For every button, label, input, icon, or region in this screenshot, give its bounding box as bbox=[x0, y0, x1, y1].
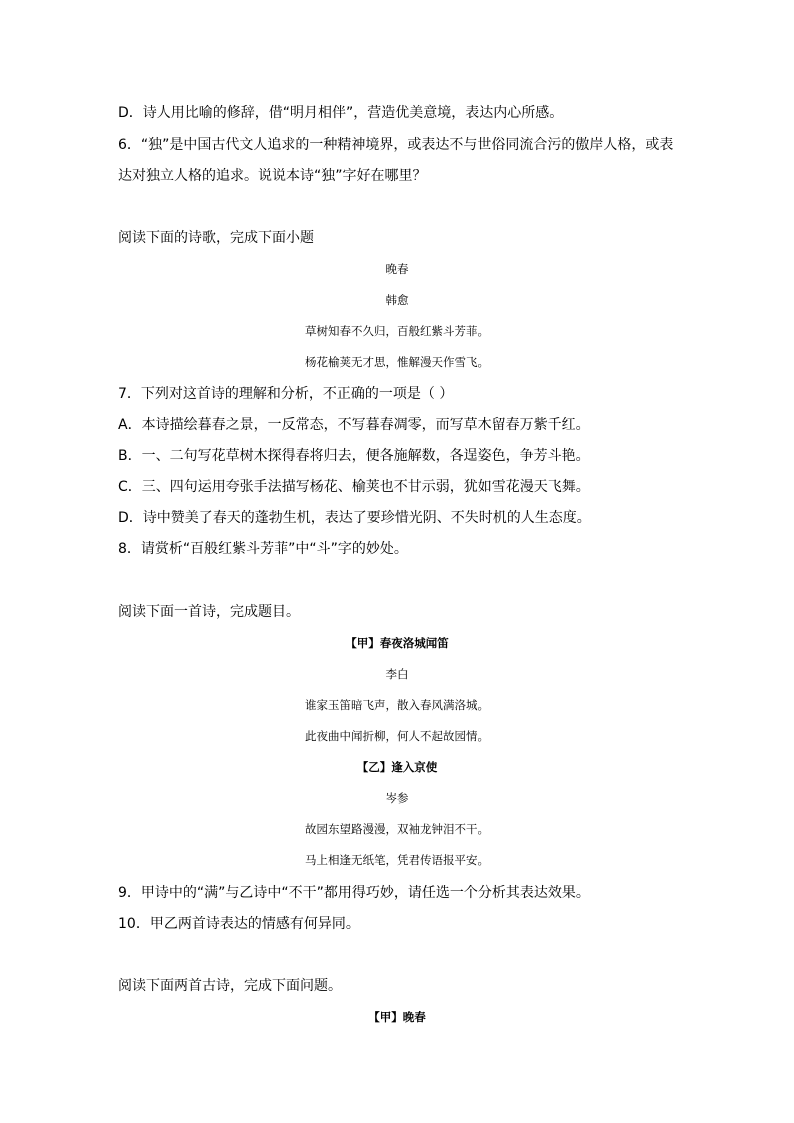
poem-jia-line-1: 谁家玉笛暗飞声，散入春风满洛城。 bbox=[305, 698, 489, 712]
poem-yi-line-1: 故园东望路漫漫，双袖龙钟泪不干。 bbox=[305, 822, 489, 836]
poem-author-libai: 李白 bbox=[385, 667, 409, 681]
poem-yi-line-2: 马上相逢无纸笔，凭君传语报平安。 bbox=[305, 853, 489, 867]
question-7: 7．下列对这首诗的理解和分析，不正确的一项是（ ） bbox=[118, 386, 454, 402]
question-6-line-1: 6．“独”是中国古代文人追求的一种精神境界，或表达不与世俗同流合污的傲岸人格，或表 bbox=[118, 137, 674, 153]
poem-author-cencan: 岑参 bbox=[385, 791, 409, 805]
poem-title-wanchun: 晚春 bbox=[385, 262, 409, 276]
question-8: 8．请赏析“百般红紫斗芳菲”中“斗”字的妙处。 bbox=[118, 541, 408, 557]
option-b-q7: B．一、二句写花草树木探得春将归去，便各施解数，各逞姿色，争芳斗艳。 bbox=[118, 448, 590, 464]
poem-title-jia: 【甲】春夜洛城闻笛 bbox=[345, 636, 449, 650]
poem-title-yi: 【乙】逢入京使 bbox=[356, 760, 438, 774]
option-c-q7: C．三、四句运用夸张手法描写杨花、榆荚也不甘示弱，犹如雪花漫天飞舞。 bbox=[118, 479, 590, 495]
poem-jia-line-2: 此夜曲中闻折柳，何人不起故园情。 bbox=[305, 729, 489, 743]
option-d-q7: D．诗中赞美了春天的蓬勃生机，表达了要珍惜光阴、不失时机的人生态度。 bbox=[118, 510, 591, 526]
question-6-line-2: 达对独立人格的追求。说说本诗“独”字好在哪里？ bbox=[118, 168, 427, 184]
option-d-q5: D．诗人用比喻的修辞，借“明月相伴”，营造优美意境，表达内心所感。 bbox=[118, 105, 564, 121]
poem-line-1: 草树知春不久归，百般红紫斗芳菲。 bbox=[305, 324, 489, 338]
question-9: 9．甲诗中的“满”与乙诗中“不干”都用得巧妙，请任选一个分析其表达效果。 bbox=[118, 885, 590, 901]
option-a-q7: A．本诗描绘暮春之景，一反常态，不写暮春凋零，而写草木留春万紫千红。 bbox=[118, 417, 590, 433]
reading-intro-3: 阅读下面一首诗，完成题目。 bbox=[118, 604, 300, 620]
poem-title-jia-wanchun: 【甲】晚春 bbox=[368, 1010, 426, 1024]
poem-line-2: 杨花榆荚无才思，惟解漫天作雪飞。 bbox=[305, 355, 489, 369]
question-10: 10．甲乙两首诗表达的情感有何异同。 bbox=[118, 916, 360, 932]
reading-intro-2: 阅读下面的诗歌，完成下面小题 bbox=[118, 230, 314, 246]
poem-author-hanyu: 韩愈 bbox=[385, 293, 409, 307]
reading-intro-4: 阅读下面两首古诗，完成下面问题。 bbox=[118, 978, 342, 994]
